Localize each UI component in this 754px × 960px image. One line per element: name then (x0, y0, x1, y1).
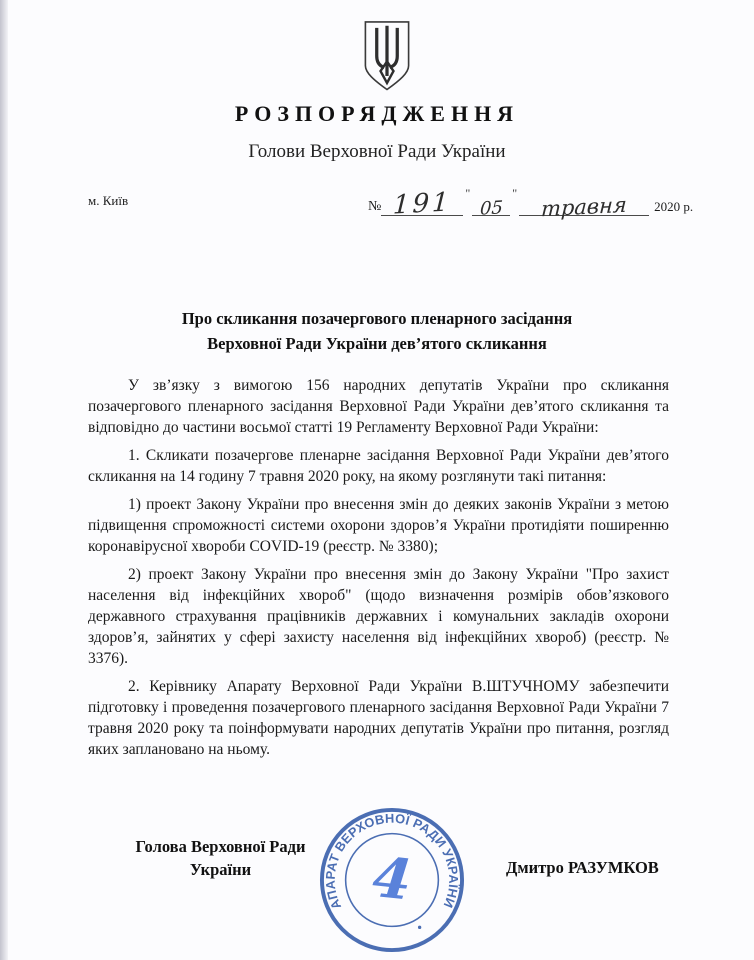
ukraine-trident-icon (360, 20, 414, 92)
number-date-group (368, 185, 694, 222)
official-stamp (318, 806, 466, 954)
open-quote: " (465, 186, 471, 200)
place-label: м. Київ (88, 193, 129, 208)
close-quote: " (512, 186, 518, 200)
handwritten-number: 191 (392, 187, 453, 221)
signature-position-line-2: України (189, 860, 252, 879)
body-paragraph: 2) проект Закону України про внесення змін до Закону України "Про захист населення від інфекційних хвороб" (щодо визначення розмірів обов’язкового державного страхування працівників державних і комунальних закладів охорони здоров’я, зайнятих у сфері захисту населення від інфекційних хвороб) (реєстр. № 3376). (88, 566, 669, 667)
stamp-ring-text: АПАРАТ ВЕРХОВНОЇ РАДИ УКРАЇНИ (322, 810, 462, 912)
handwritten-month: травня (540, 192, 628, 222)
subject-line-2: Верховної Ради України дев’ятого скликання (207, 334, 547, 353)
body-paragraph: 2. Керівнику Апарату Верховної Ради України В.ШТУЧНОМУ забезпечити підготовку і проведення позачергового пленарного засідання Верховної Ради України 7 травня 2020 року та поінформувати народних депутатів України про питання, розгляд яких заплановано на ньому. (88, 678, 669, 758)
number-label: № (368, 199, 382, 214)
subject-line-1: Про скликання позачергового пленарного засідання (181, 309, 573, 328)
document-body (88, 375, 669, 767)
stamp-signature-mark: 4 (369, 844, 415, 914)
number-blank (381, 185, 463, 221)
signature-name: Дмитро РАЗУМКОВ (506, 858, 659, 877)
body-paragraph: У зв’язку з вимогою 156 народних депутатів України про скликання позачергового пленарного засідання Верховної Ради України дев’ятого скликання та відповідно до частини восьмої статті 19 Регламенту Верховної Ради України: (88, 377, 669, 436)
signature-position-line-1: Голова Верховної Ради (135, 837, 306, 856)
document-subtitle: Голови Верховної Ради України (248, 141, 506, 162)
dateline (88, 182, 708, 222)
body-paragraph: 1) проект Закону України про внесення змін до деяких законів України з метою підвищення спроможності системи охорони здоров’я України протидіяти поширенню коронавірусної хвороби COVID-19 (реєстр. № 3380); (88, 496, 669, 555)
day-blank (472, 185, 510, 220)
subject-heading (0, 306, 754, 356)
signature-position (133, 835, 308, 881)
stamp-bottom-dot (418, 926, 421, 929)
month-blank (519, 185, 649, 222)
document-title: РОЗПОРЯДЖЕННЯ (234, 101, 520, 126)
handwritten-day: 05 (479, 197, 504, 220)
body-paragraph: 1. Скликати позачергове пленарне засідання Верховної Ради України дев’ятого скликання на 14 годину 7 травня 2020 року, на якому розглянути такі питання: (88, 447, 669, 485)
year-label: 2020 р. (654, 199, 694, 214)
